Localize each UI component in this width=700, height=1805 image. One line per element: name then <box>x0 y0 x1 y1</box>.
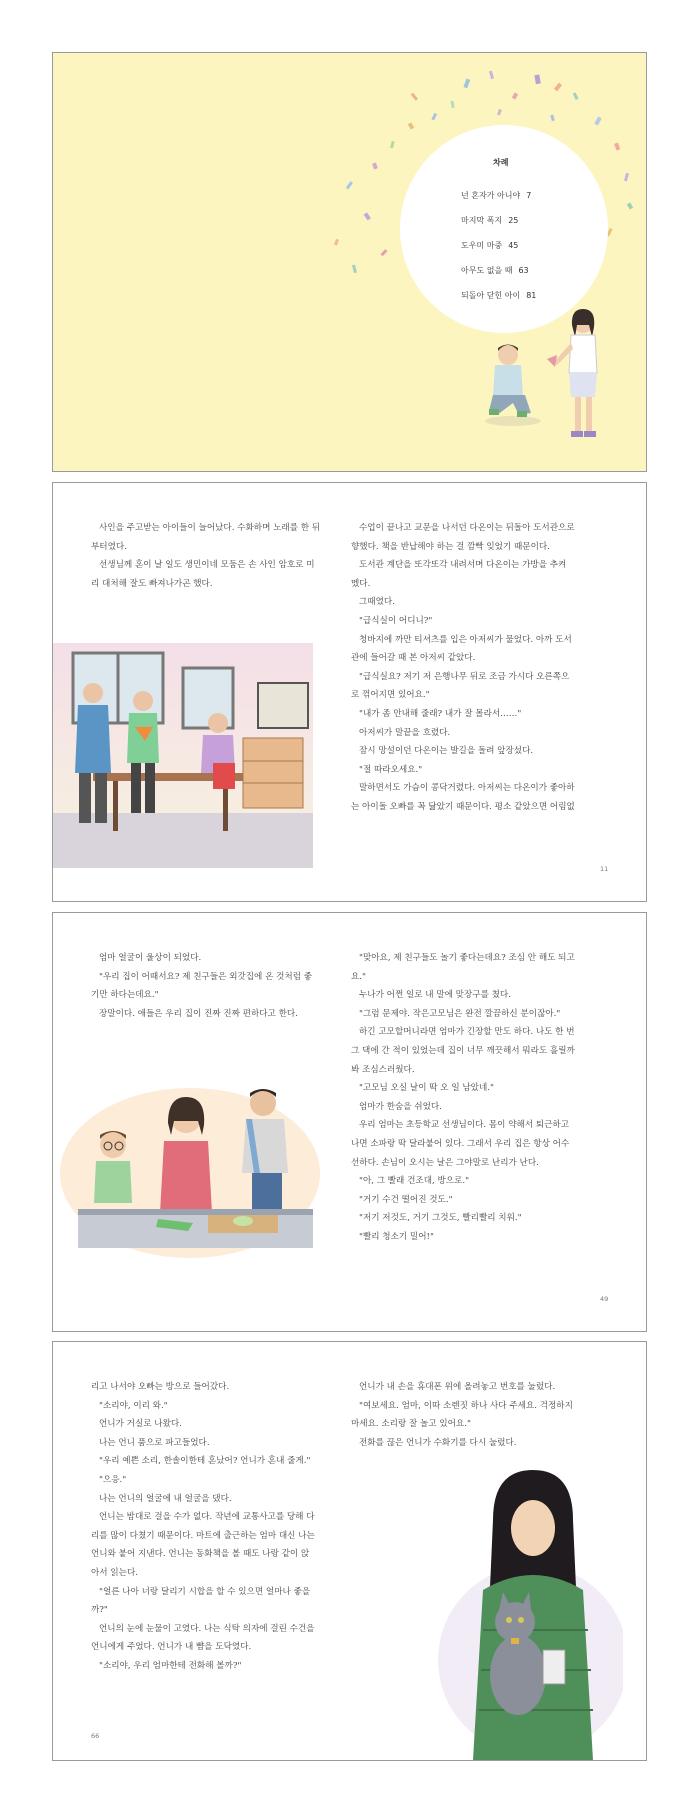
paragraph-line: 사인을 주고받는 아이들이 늘어났다. 수화하며 노래를 한 뒤 <box>99 523 321 533</box>
paragraph-line: 전화를 끊은 언니가 수화기를 다시 눌렀다. <box>359 1437 517 1448</box>
left-page-text <box>91 1378 315 1676</box>
paragraph-line: 그때였다. <box>359 597 395 608</box>
paragraph-line: 부터였다. <box>91 541 127 552</box>
paragraph-line: 로 꺾어지면 있어요." <box>351 690 430 701</box>
paragraph-line: 까?" <box>91 1605 108 1616</box>
toc-item-title: 아무도 없을 때 <box>461 266 513 275</box>
toc-item[interactable] <box>461 233 536 258</box>
paragraph-line: 말하면서도 가슴이 콩닥거렸다. 아저씨는 다온이가 좋아하 <box>359 783 575 794</box>
paragraph-line: "거기 수건 떨어진 것도." <box>359 1194 453 1205</box>
paragraph-line: 누나가 어쩐 일로 내 말에 맞장구를 쳤다. <box>359 990 511 1001</box>
paragraph-line: "얼른 나아 너랑 달리기 시합을 할 수 있으면 얼마나 좋을 <box>99 1586 311 1597</box>
page-number: 49 <box>600 1295 609 1303</box>
toc-item-title: 도우미 마중 <box>461 241 503 250</box>
children-illustration <box>483 303 613 453</box>
classroom-illustration <box>53 623 313 868</box>
book-spread-1 <box>52 482 647 902</box>
paragraph-line: "급식실이 어디니?" <box>359 615 433 626</box>
paragraph-line: 하긴 고모할머니라면 엄마가 긴장할 만도 하다. 나도 한 번 <box>359 1027 575 1038</box>
page-number: 66 <box>91 1732 100 1740</box>
paragraph-line: 언니의 눈에 눈물이 고였다. 나는 식탁 의자에 걸린 수건을 <box>99 1623 315 1634</box>
paragraph-line: "소리야, 우리 엄마한테 전화해 볼까?" <box>99 1660 242 1671</box>
right-page-text <box>351 949 575 1247</box>
paragraph-line: 향했다. 책을 반납해야 하는 걸 깜빡 잊었기 때문이다. <box>351 541 550 552</box>
paragraph-line: 리고 나서야 오빠는 방으로 들어갔다. <box>91 1382 230 1392</box>
paragraph-line: 엄마가 한숨을 쉬었다. <box>359 1101 442 1112</box>
paragraph-line: "우리 예쁜 소리, 한솔이한테 혼났어? 언니가 혼내 줄게." <box>99 1456 311 1467</box>
girl-with-cat-illustration <box>423 1460 623 1760</box>
paragraph-line: "아, 그 빨래 건조대, 방으로." <box>359 1176 470 1187</box>
paragraph-line: "내가 좀 안내해 줄래? 내가 잘 몰라서……" <box>359 708 522 719</box>
paragraph-line: "빨리 청소기 밀어!" <box>359 1231 434 1242</box>
paragraph-line: 청바지에 까만 티셔츠를 입은 아저씨가 물었다. 아까 도서 <box>359 634 572 645</box>
paragraph-line: 관에 들어갈 때 본 아저씨 같았다. <box>351 653 476 664</box>
paragraph-line: 아저씨가 말끝을 흐렸다. <box>359 727 451 738</box>
paragraph-line: 수업이 끝나고 교문을 나서던 다온이는 뒤돌아 도서관으로 <box>359 523 575 533</box>
toc-item-page: 25 <box>508 216 519 225</box>
page-number: 11 <box>600 865 609 873</box>
toc-item-title: 되돌아 닫힌 아이 <box>461 291 521 300</box>
paragraph-line: "으응." <box>99 1474 127 1485</box>
book-spread-3 <box>52 1341 647 1761</box>
toc-item-page: 45 <box>508 241 519 250</box>
paragraph-line: "우리 집이 어때서요? 제 친구들은 외갓집에 온 것처럼 좋 <box>99 971 313 982</box>
left-page-text <box>91 519 320 593</box>
toc-item[interactable] <box>461 183 536 208</box>
book-spread-2 <box>52 912 647 1332</box>
paragraph-line: 기만 하다는데요." <box>91 990 159 1001</box>
paragraph-line: 멨다. <box>351 578 371 589</box>
paragraph-line: "그럼 문제야. 작은고모님은 완전 깔끔하신 분이잖아." <box>359 1008 561 1019</box>
toc-item-title: 넌 혼자가 아니야 <box>461 191 521 200</box>
paragraph-line: 언니가 거실로 나왔다. <box>99 1419 182 1430</box>
paragraph-line: "맞아요, 제 친구들도 놀기 좋다는데요? 조심 안 해도 되고 <box>359 953 575 963</box>
paragraph-line: 나면 소파랑 딱 달라붙어 있다. 그래서 우리 집은 항상 어수 <box>351 1138 570 1149</box>
paragraph-line: 리 대처해 잘도 빠져나가곤 했다. <box>91 578 213 589</box>
toc-item[interactable] <box>461 208 536 233</box>
paragraph-line: 나는 언니의 얼굴에 내 얼굴을 댔다. <box>99 1493 232 1504</box>
paragraph-line: 선하다. 손님이 오시는 날은 그야말로 난리가 난다. <box>351 1157 539 1168</box>
paragraph-line: 장말이다. 애들은 우리 집이 진짜 진짜 편하다고 한다. <box>99 1008 298 1019</box>
toc-item-page: 7 <box>526 191 532 200</box>
right-page-text <box>351 1378 573 1452</box>
paragraph-line: 마세요. 소리랑 잘 놀고 있어요." <box>351 1419 471 1430</box>
paragraph-line: 그 댁에 간 적이 있었는데 집이 너무 깨끗해서 뭐라도 흘릴까 <box>351 1045 575 1056</box>
paragraph-line: 잠시 망설이던 다온이는 발길을 돌려 앞장섰다. <box>359 746 534 757</box>
paragraph-line: 우리 엄마는 초등학교 선생님이다. 몸이 약해서 퇴근하고 <box>359 1120 570 1131</box>
left-page-text <box>91 949 312 1023</box>
toc-item-page: 63 <box>518 266 529 275</box>
paragraph-line: 요." <box>351 971 366 982</box>
paragraph-line: 봐 조심스러웠다. <box>351 1064 415 1075</box>
paragraph-line: "고모님 오실 날이 딱 오 일 남았네." <box>359 1083 494 1094</box>
paragraph-line: 선생님께 혼이 날 일도 생민이네 모둠은 손 사인 암호로 미 <box>99 560 315 571</box>
paragraph-line: 도서관 계단을 또각또각 내려서며 다온이는 가방을 추켜 <box>359 560 567 571</box>
toc-item-title: 마지막 폭지 <box>461 216 503 225</box>
toc-heading: 차례 <box>493 158 509 167</box>
paragraph-line: 언니는 밤대로 걸을 수가 없다. 작년에 교통사고를 당해 다 <box>99 1512 315 1523</box>
paragraph-line: 엄마 얼굴이 울상이 되었다. <box>99 953 202 963</box>
toc-list <box>461 183 536 308</box>
paragraph-line: "저기 저것도, 거기 그것도, 빨리빨리 치워." <box>359 1213 522 1224</box>
paragraph-line: 는 아이돌 오빠를 꼭 닮았기 때문이다. 평소 같았으면 어림없 <box>351 801 575 812</box>
paragraph-line: "절 따라오세요." <box>359 764 423 775</box>
paragraph-line: 리를 많이 다쳤기 때문이다. 마트에 출근하는 엄마 대신 나는 <box>91 1530 315 1541</box>
paragraph-line: "소리야, 이리 와." <box>99 1400 168 1411</box>
paragraph-line: 언니와 붙어 지낸다. 언니는 동화책을 볼 때도 나랑 같이 앉 <box>91 1549 310 1560</box>
paragraph-line: 언니가 내 손을 휴대폰 위에 올려놓고 번호를 눌렀다. <box>359 1382 556 1392</box>
paragraph-line: 나는 언니 품으로 파고들었다. <box>99 1437 210 1448</box>
toc-page <box>52 52 647 472</box>
toc-item-page: 81 <box>526 291 537 300</box>
right-page-text <box>351 519 575 817</box>
paragraph-line: "여보세요. 엄마, 이따 소렌짓 하나 사다 주세요. 걱정하지 <box>359 1400 573 1411</box>
paragraph-line: 아서 읽는다. <box>91 1567 138 1578</box>
paragraph-line: 언니에게 주었다. 언니가 내 뺨을 도닥였다. <box>91 1642 252 1653</box>
paragraph-line: "급식실요? 저기 저 은행나무 뒤로 조금 가시다 오른쪽으 <box>359 671 570 682</box>
kitchen-family-illustration <box>58 1063 323 1263</box>
toc-item[interactable] <box>461 258 536 283</box>
